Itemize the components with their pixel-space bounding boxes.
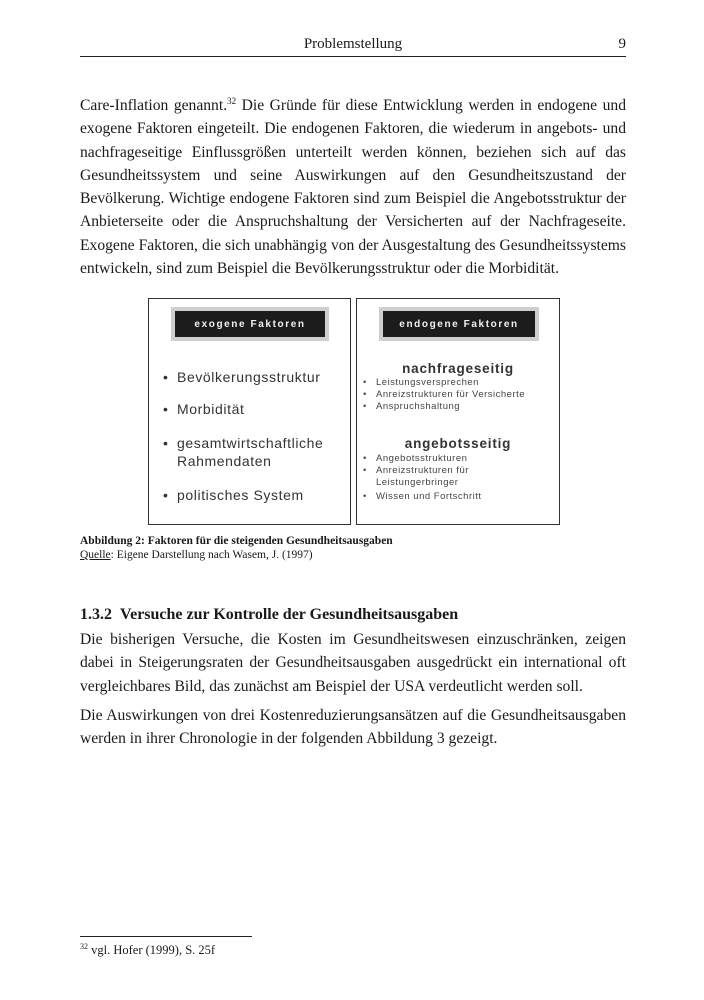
paragraph-intro-lead: Care-Inflation genannt. [80, 97, 228, 114]
running-title: Problemstellung [303, 36, 403, 52]
source-label: Quelle [80, 549, 111, 561]
exogenous-item: • Morbidität [163, 401, 245, 417]
demand-item: • Anreizstrukturen für Versicherte [363, 389, 526, 400]
exogenous-factors-panel [148, 298, 351, 525]
demand-item: • Anspruchshaltung [363, 401, 461, 412]
endogenous-banner-label: endogene Faktoren [383, 311, 535, 337]
page-number: 9 [618, 36, 626, 52]
bullet-icon: • [363, 453, 367, 464]
exogenous-item: • Bevölkerungsstruktur [163, 369, 321, 385]
demand-item: • Leistungsversprechen [363, 377, 479, 388]
paragraph-intro-body: Die Gründe für diese Entwicklung werden in endogene und exogene Faktoren eingeteilt. Die endogenen Faktoren, die wiederum in angebots- und nachfrageseitige Einflussgrößen unterteilt werden können, beziehen sich auf das Gesundheitssystem und seine Auswirkungen auf den Gesundheitszustand der Bevölkerung. Wichtige endogene Faktoren sind zum Beispiel die Angebotsstruktur der Anbieterseite oder die Anspruchshaltung der Versicherten auf der Nachfrageseite. Exogene Faktoren, die sich unabhängig von der Ausgestaltung des Gesundheitssystems entwickeln, sind zum Beispiel die Bevölkerungsstruktur oder die Morbidität. [80, 97, 626, 278]
paragraph-attempts: Die bisherigen Versuche, die Kosten im Gesundheitswesen einzuschränken, zeigen dabei in Steigerungsraten der Gesundheitsausgaben ausgedrückt ein international oft vergleichbares Bild, das zunächst am Beispiel der USA verdeutlicht werden soll. [80, 631, 626, 695]
bullet-icon: • [163, 369, 169, 385]
section-title: Versuche zur Kontrolle der Gesundheitsausgaben [120, 606, 459, 623]
supply-side-heading: angebotsseitig [404, 436, 512, 451]
footnote-text: vgl. Hofer (1999), S. 25f [88, 943, 216, 957]
exogenous-item: • gesamtwirtschaftliche Rahmendaten [163, 435, 324, 469]
demand-side-heading: nachfrageseitig [402, 361, 514, 376]
bullet-icon: • [163, 487, 169, 503]
source-text: : Eigene Darstellung nach Wasem, J. (1997) [110, 549, 313, 561]
footnote-divider [80, 936, 252, 937]
exogenous-item: • politisches System [163, 487, 304, 503]
exogenous-banner [171, 307, 329, 341]
bullet-icon: • [363, 491, 367, 502]
supply-item: • Wissen und Fortschritt [363, 491, 482, 502]
exogenous-banner-label: exogene Faktoren [175, 311, 325, 337]
figure-factors [148, 298, 560, 525]
endogenous-factors-panel [356, 298, 560, 525]
footnote-reference[interactable]: 32 [227, 95, 237, 106]
paragraph-intro [80, 94, 626, 280]
bullet-icon: • [363, 401, 367, 412]
section-heading [80, 606, 458, 624]
page-header [80, 34, 626, 57]
bullet-icon: • [163, 435, 169, 451]
bullet-icon: • [363, 389, 367, 400]
footnote [80, 943, 215, 958]
supply-item: • Angebotsstrukturen [363, 453, 468, 464]
bullet-icon: • [163, 401, 169, 417]
caption-title: Abbildung 2: Faktoren für die steigenden Gesundheitsausgaben [80, 535, 393, 547]
bullet-icon: • [363, 377, 367, 388]
endogenous-banner [379, 307, 539, 341]
caption-source [80, 548, 393, 562]
paragraph-effects: Die Auswirkungen von drei Kostenreduzierungsansätzen auf die Gesundheitsausgaben werden in ihrer Chronologie in der folgenden Abbildung 3 gezeigt. [80, 707, 626, 748]
supply-item: • Anreizstrukturen für Leistungerbringer [363, 465, 469, 488]
figure-caption [80, 534, 393, 562]
section-number: 1.3.2 [80, 606, 112, 623]
footnote-number: 32 [80, 941, 88, 951]
bullet-icon: • [363, 465, 367, 476]
